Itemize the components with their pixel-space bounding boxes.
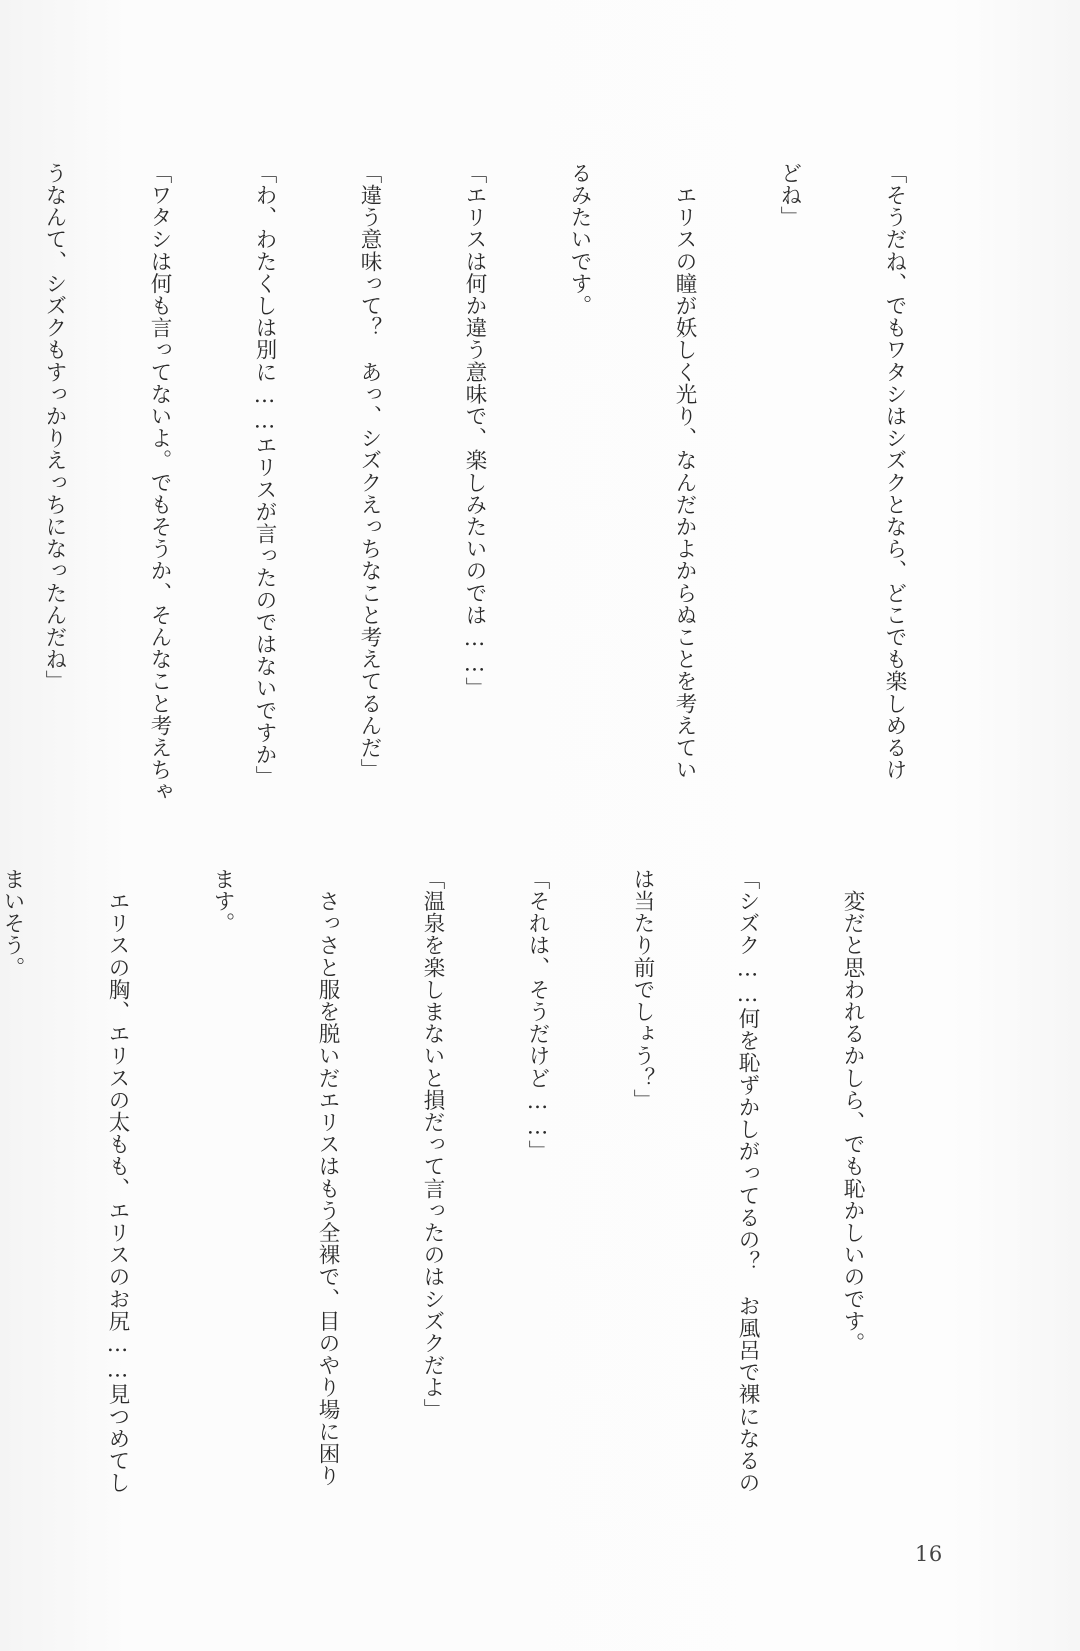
- text-line: 「シズク……何を恥ずかしがってるの？ お風呂で裸になるの: [735, 868, 760, 1494]
- page-number: 16: [915, 1542, 943, 1566]
- text-line: エリスの胸、エリスの太もも、エリスのお尻……見つめてし: [105, 868, 130, 1494]
- text-line: は当たり前でしょう？」: [630, 868, 655, 1112]
- text-line: るみたいです。: [567, 162, 592, 317]
- upper-text-block: [42, 162, 982, 832]
- text-line: 「そうだね、でもワタシはシズクとなら、どこでも楽しめるけ: [882, 162, 907, 781]
- text-line: 変だと思われるかしら、でも恥かしいのです。: [840, 868, 865, 1355]
- text-line: まいそう。: [0, 868, 25, 979]
- text-line: 「それは、そうだけど……」: [525, 868, 550, 1163]
- text-line: 「ワタシは何も言ってないよ。でもそうか、そんなこと考えちゃ: [147, 162, 172, 803]
- text-line: 「温泉を楽しまないと損だって言ったのはシズクだよ」: [420, 868, 445, 1421]
- text-line: うなんて、シズクもすっかりえっちになったんだね」: [42, 162, 67, 693]
- text-line: ます。: [210, 868, 235, 935]
- text-line: エリスの瞳が妖しく光り、なんだかよからぬことを考えてい: [672, 162, 697, 781]
- text-line: 「わ、わたくしは別に……エリスが言ったのではないですか」: [252, 162, 277, 788]
- text-line: 「違う意味って？ あっ、シズクえっちなこと考えてるんだ」: [357, 162, 382, 781]
- text-line: どね」: [777, 162, 802, 229]
- text-line: さっさと服を脱いだエリスはもう全裸で、目のやり場に困り: [315, 868, 340, 1487]
- text-line: 「エリスは何か違う意味で、楽しみたいのでは……」: [462, 162, 487, 700]
- lower-text-block: [0, 868, 940, 1508]
